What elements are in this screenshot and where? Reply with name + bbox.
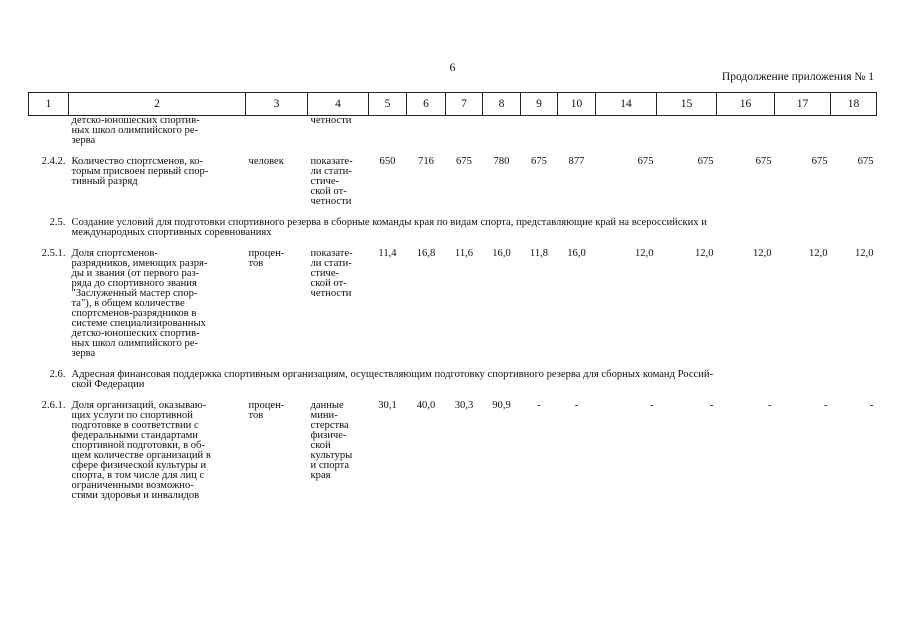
- value-cell: 16,0: [567, 248, 586, 259]
- row-number: 2.5.1.: [41, 248, 66, 259]
- header-cell: 15: [657, 93, 717, 116]
- section-row: [29, 370, 877, 390]
- value-cell: 650: [379, 156, 396, 167]
- indicator-name: Количество спортсменов, ко- торым присвоен первый спор- тивный разряд: [71, 156, 209, 187]
- value-cell: 11,4: [378, 248, 397, 259]
- value-cell: 11,8: [529, 248, 549, 259]
- row-number: 2.6.: [49, 369, 66, 380]
- value-cell: 877: [568, 156, 585, 167]
- value-cell: -: [767, 400, 772, 411]
- indicator-name: Доля организаций, оказываю- щих услуги по спортивной подготовке в соответствии с федеральными стандартами спортивной подготовки, в об- щем количестве организаций в сфере физической культуры и спорта, в том числе для лиц с ограниченными возможно- стями здоровья и инвалидов: [71, 400, 211, 501]
- value-cell: 675: [637, 156, 654, 167]
- continuation-label: Продолжение приложения № 1: [721, 71, 874, 83]
- section-title: Создание условий для подготовки спортивного резерва в сборные команды края по видам спорта, представляющие край на всероссийских и международных спортивных соревнованиях: [71, 217, 707, 238]
- indicator-name: Доля спортсменов- разрядников, имеющих разря- ды и звания (от первого раз- ряда до спортивного звания "Заслуженный мастер спор- та"), в общем количестве спортсменов-разрядников в системе специализированных детско-юношеских спортив- ных школ олимпийского ре- зерва: [71, 248, 208, 359]
- value-cell: -: [649, 400, 654, 411]
- source-cell: показате- ли стати- стиче- ской от- четности: [310, 248, 353, 299]
- header-cell: 4: [308, 93, 369, 116]
- value-cell: 716: [418, 156, 434, 167]
- value-cell: 12,0: [808, 248, 828, 259]
- header-cell: 3: [246, 93, 308, 116]
- source-cell: данные мини- стерства физиче- ской культуры и спорта края: [310, 400, 353, 481]
- indicators-table: [28, 92, 877, 501]
- value-cell: 675: [456, 156, 472, 167]
- header-cell: 7: [446, 93, 483, 116]
- row-number: 2.4.2.: [41, 156, 66, 167]
- header-cell: 14: [596, 93, 657, 116]
- value-cell: -: [537, 400, 541, 411]
- value-cell: 11,6: [454, 248, 474, 259]
- value-cell: [596, 116, 657, 147]
- header-cell: 18: [831, 93, 877, 116]
- value-cell: 12,0: [634, 248, 654, 259]
- table-row: [29, 401, 877, 501]
- section-title: Адресная финансовая поддержка спортивным организациям, осуществляющим подготовку спортивного резерва для сборных команд Россий- ской Федерации: [71, 369, 714, 390]
- value-cell: [831, 116, 877, 147]
- unit-cell: процен- тов: [248, 400, 285, 421]
- value-cell: 12,0: [694, 248, 714, 259]
- value-cell: 675: [755, 156, 772, 167]
- value-cell: 30,3: [454, 400, 474, 411]
- value-cell: [657, 116, 717, 147]
- value-cell: 675: [857, 156, 874, 167]
- table-row: [29, 249, 877, 359]
- section-row: [29, 218, 877, 238]
- header-cell: 5: [369, 93, 407, 116]
- header-cell: 6: [407, 93, 446, 116]
- header-cell: 16: [717, 93, 775, 116]
- value-cell: 675: [811, 156, 828, 167]
- source-cell: показате- ли стати- стиче- ской от- четности: [310, 156, 353, 207]
- value-cell: -: [823, 400, 828, 411]
- value-cell: 30,1: [378, 400, 397, 411]
- value-cell: -: [869, 400, 874, 411]
- value-cell: [483, 116, 521, 147]
- header-cell: 2: [69, 93, 246, 116]
- value-cell: 780: [493, 156, 510, 167]
- value-cell: 16,0: [492, 248, 511, 259]
- value-cell: [407, 116, 446, 147]
- row-number: [29, 116, 69, 147]
- header-cell: 9: [521, 93, 558, 116]
- header-cell: 8: [483, 93, 521, 116]
- value-cell: 16,8: [416, 248, 436, 259]
- value-cell: [717, 116, 775, 147]
- table-row: [29, 157, 877, 207]
- page-number: 6: [449, 60, 456, 74]
- value-cell: [521, 116, 558, 147]
- header-cell: 1: [29, 93, 69, 116]
- value-cell: 40,0: [416, 400, 436, 411]
- header-cell: 17: [775, 93, 831, 116]
- value-cell: 12,0: [752, 248, 772, 259]
- value-cell: 675: [531, 156, 547, 167]
- value-cell: [775, 116, 831, 147]
- value-cell: 90,9: [492, 400, 511, 411]
- value-cell: 675: [697, 156, 714, 167]
- value-cell: 12,0: [854, 248, 874, 259]
- value-cell: -: [574, 400, 579, 411]
- row-number: 2.6.1.: [41, 400, 66, 411]
- value-cell: [369, 116, 407, 147]
- unit-cell: человек: [248, 156, 284, 167]
- source-cell: четности: [310, 115, 352, 126]
- value-cell: -: [709, 400, 714, 411]
- row-number: 2.5.: [49, 217, 66, 228]
- indicator-name: детско-юношеских спортив- ных школ олимпийского ре- зерва: [71, 115, 200, 146]
- value-cell: [446, 116, 483, 147]
- unit-cell: процен- тов: [248, 248, 285, 269]
- unit-cell: [246, 116, 308, 147]
- table-header-row: [29, 93, 877, 116]
- header-cell: 10: [558, 93, 596, 116]
- table-row: [29, 116, 877, 147]
- value-cell: [558, 116, 596, 147]
